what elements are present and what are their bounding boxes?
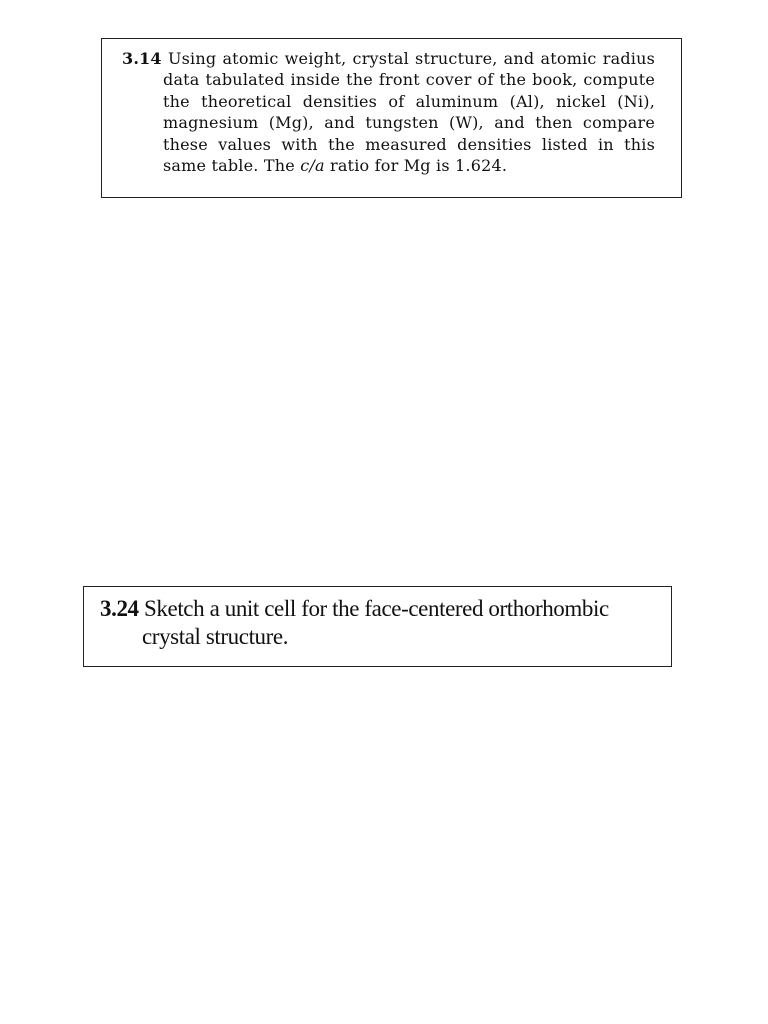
problem-3-24-box <box>83 586 672 667</box>
problem-3-14-text <box>122 48 655 176</box>
problem-3-24-text <box>100 595 651 651</box>
problem-3-14-statement: Using atomic weight, crystal structure, and atomic radius data tabulated inside the front cover of the book, compute the theoretical densities of aluminum (Al), nickel (Ni), magnesium (Mg), and tungsten (W), and then compare these values with the measured densities listed in this same table. The <box>163 49 655 176</box>
problem-3-24-number: 3.24 <box>100 596 139 621</box>
problem-3-14-box <box>101 38 682 198</box>
problem-3-14-statement-end: ratio for Mg is 1.624. <box>324 156 508 176</box>
ca-ratio-symbol: c/a <box>300 156 325 176</box>
problem-3-24-statement: Sketch a unit cell for the face-centered orthorhombic crystal structure. <box>142 596 609 649</box>
problem-3-14-number: 3.14 <box>122 49 162 68</box>
